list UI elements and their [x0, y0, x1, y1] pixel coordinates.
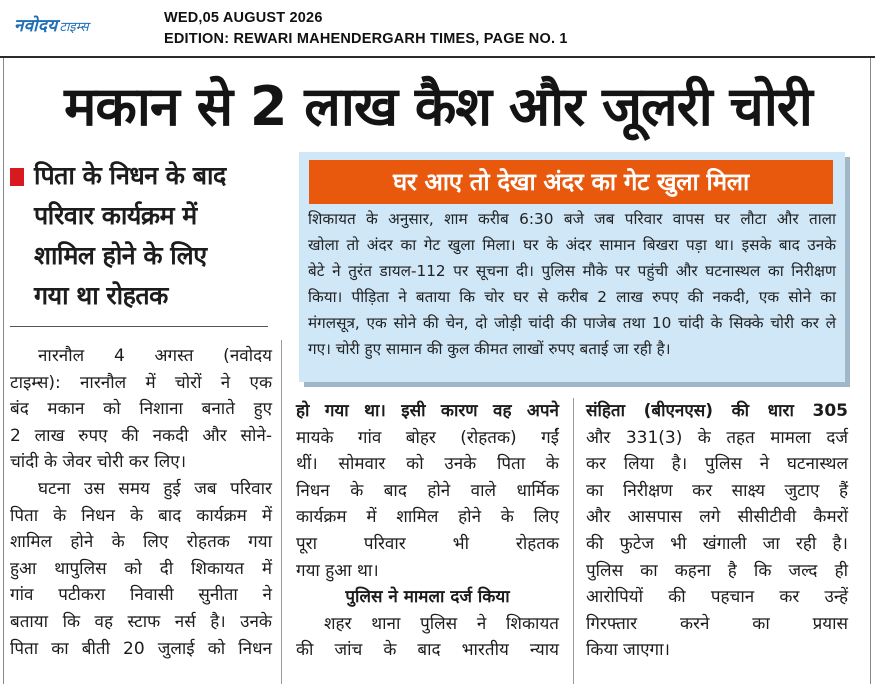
article-line: आरोपियों की पहचान कर उन्हें [586, 587, 848, 608]
article-line: की जांच के बाद भारतीय न्याय [296, 640, 559, 661]
article-line: पिता का बीती 20 जुलाई को निधन [10, 638, 272, 659]
edition-meta [164, 8, 568, 50]
edition-date: WED,05 AUGUST 2026 [164, 10, 323, 26]
article-line: गांव पटीकरा निवासी सुनीता ने [10, 585, 272, 606]
article-column-2 [296, 398, 559, 664]
column-separator [573, 398, 574, 684]
page-header [0, 0, 875, 56]
box-text-line: मंगलसूत्र, एक सोने की चेन, दो जोड़ी चांदी की पाजेब तथा 10 चांदी के सिक्के चोरी कर ले [308, 314, 836, 332]
article-line: किया जाएगा। [586, 640, 670, 661]
logo-main-text: नवोदय [14, 16, 58, 36]
article-line: शामिल होने के लिए रोहतक गया [10, 532, 272, 553]
article-line: नारनौल 4 अगस्त (नवोदय [38, 346, 272, 366]
article-crosshead: पुलिस ने मामला दर्ज किया [345, 587, 510, 608]
article-line: पुलिस का कहना है कि जल्द ही [586, 560, 848, 581]
subheadline-divider [10, 326, 268, 327]
red-square-bullet [10, 168, 24, 186]
subheadline-line: शामिल होने के लिए [34, 241, 207, 270]
box-text-line: किया। पीड़िता ने बताया कि चोर घर से करीब 2 लाख रुपए की नकदी, एक सोने का [308, 288, 836, 306]
article-line: टाइम्स): नारनौल में चोरों ने एक [10, 372, 272, 393]
article-line: शहर थाना पुलिस ने शिकायत [324, 613, 559, 634]
article-line: थीं। सोमवार को उनके पिता के [296, 454, 559, 475]
box-text-line: खोला तो अंदर का गेट खुला मिला। घर के अंदर सामान बिखरा पड़ा था। इसके बाद उनके [308, 236, 836, 254]
article-line: बताया कि वह स्टाफ नर्स है। उनके [10, 611, 272, 632]
article-line: पिता के निधन के बाद कार्यक्रम में [10, 505, 272, 526]
highlight-box-body [308, 206, 836, 362]
article-column-1 [10, 343, 272, 662]
box-text-line: शिकायत के अनुसार, शाम करीब 6:30 बजे जब परिवार वापस घर लौटा और ताला [308, 210, 836, 228]
article-line: का निरीक्षण कर साक्ष्य जुटाए हैं [586, 480, 848, 501]
subheadline-line: पिता के निधन के बाद [34, 161, 226, 190]
article-line: मायके गांव बोहर (रोहतक) गईं [296, 427, 559, 448]
article-line: संहिता (बीएनएस) की धारा 305 [586, 401, 848, 421]
article-line: हुआ थापुलिस को दी शिकायत में [10, 558, 272, 579]
article-line: चांदी के जेवर चोरी कर लिए। [10, 452, 187, 473]
page-border-left [3, 58, 4, 684]
article-line: और आसपास लगे सीसीटीवी कैमरों [586, 507, 848, 528]
highlight-box-title: घर आए तो देखा अंदर का गेट खुला मिला [309, 160, 833, 204]
article-line: कर लिया है। पुलिस ने घटनास्थल [586, 454, 848, 475]
article-line: पूरा परिवार भी रोहतक [296, 533, 559, 554]
article-line: निधन के बाद होने वाले धार्मिक [296, 480, 559, 501]
main-headline: मकान से 2 लाख कैश और जूलरी चोरी [64, 75, 812, 138]
article-line: बंद मकान को निशाना बनाते हुए [10, 399, 272, 420]
article-line: की फुटेज भी खंगाली जा रही है। [586, 533, 848, 554]
page-border-right [870, 58, 871, 684]
column-separator [281, 340, 282, 684]
box-text-line: गए। चोरी हुए सामान की कुल कीमत लाखों रुपए बताई जा रही है। [308, 340, 671, 358]
subheadline-line: गया था रोहतक [34, 281, 168, 310]
article-line: हो गया था। इसी कारण वह अपने [296, 401, 559, 421]
article-line: घटना उस समय हुई जब परिवार [38, 478, 272, 499]
edition-info: EDITION: REWARI MAHENDERGARH TIMES, PAGE NO. 1 [164, 31, 568, 47]
subheadline-line: परिवार कार्यक्रम में [34, 201, 197, 230]
article-column-3 [586, 398, 848, 664]
article-line: और 331(3) के तहत मामला दर्ज [586, 427, 848, 448]
article-line: गया हुआ था। [296, 560, 379, 581]
subheadline-text [34, 156, 279, 316]
article-line: गिरफ्तार करने का प्रयास [586, 613, 848, 634]
article-line: 2 लाख रुपए की नकदी और सोने- [10, 425, 272, 446]
box-text-line: बेटे ने तुरंत डायल-112 पर सूचना दी। पुलिस मौके पर पहुंची और घटनास्थल का निरीक्षण [308, 262, 836, 280]
newspaper-logo [14, 12, 89, 36]
logo-sub-text: टाइम्स [59, 20, 89, 35]
header-divider [0, 56, 875, 58]
article-line: कार्यक्रम में शामिल होने के लिए [296, 507, 559, 528]
